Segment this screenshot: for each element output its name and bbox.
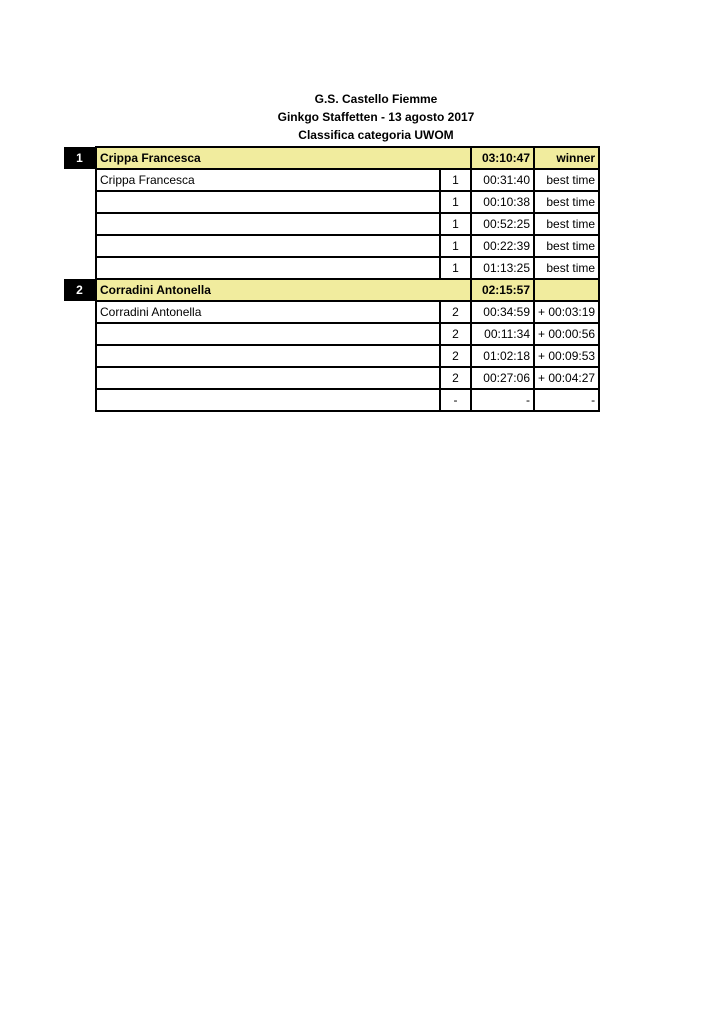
leg-row [64, 389, 599, 411]
team-total-time: 02:15:57 [471, 279, 534, 301]
leg-time: 00:27:06 [471, 367, 534, 389]
leg-diff: best time [534, 257, 599, 279]
leg-position: 1 [440, 169, 471, 191]
leg-position: 1 [440, 235, 471, 257]
runner-name: Crippa Francesca [96, 169, 440, 191]
leg-row [64, 191, 599, 213]
runner-name [96, 323, 440, 345]
runner-name [96, 389, 440, 411]
leg-row [64, 213, 599, 235]
leg-row [64, 235, 599, 257]
leg-diff: best time [534, 169, 599, 191]
leg-position: 2 [440, 367, 471, 389]
leg-row [64, 301, 599, 323]
leg-time: - [471, 389, 534, 411]
event-title: Ginkgo Staffetten - 13 agosto 2017 [277, 110, 475, 124]
team-status: winner [534, 147, 599, 169]
leg-position: 1 [440, 257, 471, 279]
runner-name [96, 345, 440, 367]
team-status [534, 279, 599, 301]
team-row [64, 147, 599, 169]
leg-time: 00:31:40 [471, 169, 534, 191]
leg-diff: best time [534, 235, 599, 257]
leg-position: 1 [440, 213, 471, 235]
category-title: Classifica categoria UWOM [298, 128, 454, 142]
team-total-time: 03:10:47 [471, 147, 534, 169]
leg-diff: best time [534, 213, 599, 235]
team-name: Corradini Antonella [96, 279, 471, 301]
runner-name [96, 213, 440, 235]
team-rank: 2 [64, 279, 96, 301]
leg-row [64, 169, 599, 191]
runner-name [96, 235, 440, 257]
leg-diff: + 00:00:56 [534, 323, 599, 345]
results-table [64, 146, 600, 412]
leg-time: 00:10:38 [471, 191, 534, 213]
leg-position: 1 [440, 191, 471, 213]
club-name: G.S. Castello Fiemme [314, 92, 438, 106]
leg-time: 00:22:39 [471, 235, 534, 257]
team-row [64, 279, 599, 301]
leg-time: 01:02:18 [471, 345, 534, 367]
leg-time: 00:34:59 [471, 301, 534, 323]
leg-position: - [440, 389, 471, 411]
leg-position: 2 [440, 345, 471, 367]
leg-row [64, 367, 599, 389]
leg-time: 01:13:25 [471, 257, 534, 279]
leg-position: 2 [440, 323, 471, 345]
team-rank: 1 [64, 147, 96, 169]
team-name: Crippa Francesca [96, 147, 471, 169]
leg-row [64, 345, 599, 367]
runner-name: Corradini Antonella [96, 301, 440, 323]
leg-diff: + 00:03:19 [534, 301, 599, 323]
leg-diff: + 00:09:53 [534, 345, 599, 367]
leg-position: 2 [440, 301, 471, 323]
leg-diff: + 00:04:27 [534, 367, 599, 389]
leg-diff: best time [534, 191, 599, 213]
runner-name [96, 257, 440, 279]
leg-time: 00:11:34 [471, 323, 534, 345]
runner-name [96, 191, 440, 213]
runner-name [96, 367, 440, 389]
document-header [0, 90, 724, 144]
leg-diff: - [534, 389, 599, 411]
leg-row [64, 257, 599, 279]
leg-row [64, 323, 599, 345]
leg-time: 00:52:25 [471, 213, 534, 235]
